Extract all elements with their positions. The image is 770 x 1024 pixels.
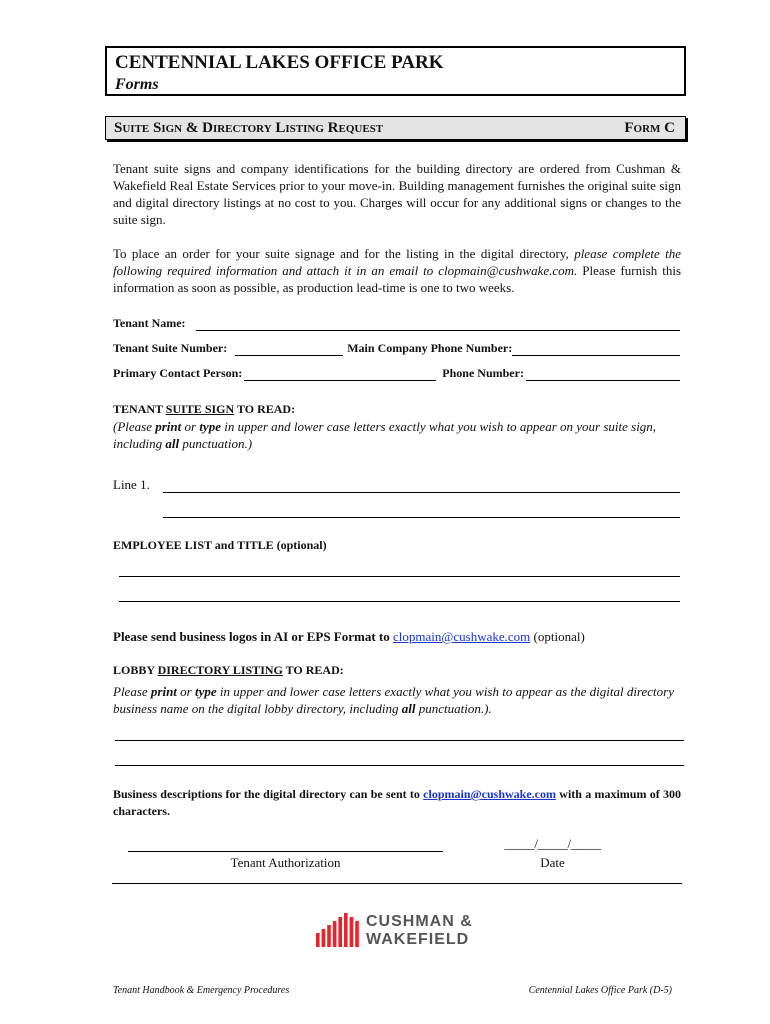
suite-sign-line-2[interactable] (163, 517, 680, 518)
footer-right: Centennial Lakes Office Park (D-5) (528, 985, 672, 996)
logos-request-text: Please send business logos in AI or EPS Format to (113, 629, 394, 644)
tenant-signature-line[interactable] (128, 851, 443, 852)
logos-request (113, 629, 585, 645)
form-title: Suite Sign & Directory Listing Request (114, 120, 384, 136)
lobby-note-part3: punctuation.). (415, 701, 492, 716)
page-subtitle: Forms (115, 76, 159, 93)
suite-sign-note-all: all (165, 436, 180, 451)
suite-sign-heading-post: TO READ: (234, 402, 296, 416)
logos-email-link[interactable]: clopmain@cushwake.com (393, 629, 531, 644)
lobby-note-all: all (401, 701, 416, 716)
suite-sign-note (113, 418, 681, 452)
logo-line-2: WAKEFIELD (366, 931, 470, 948)
logo-bar (344, 913, 348, 947)
lobby-line-2[interactable] (115, 765, 684, 766)
phone-number-field[interactable] (526, 368, 680, 381)
suite-sign-heading-underlined: SUITE SIGN (165, 402, 235, 416)
page-title: CENTENNIAL LAKES OFFICE PARK (115, 52, 444, 73)
logo-bar (355, 921, 359, 947)
section-divider (112, 883, 682, 884)
logo-bar (338, 917, 342, 947)
company-phone-field[interactable] (512, 343, 680, 356)
form-title-bar (105, 116, 686, 140)
suite-sign-note-part3: punctuation.) (179, 436, 253, 451)
suite-sign-heading-pre: TENANT (113, 402, 166, 416)
intro-p2-start: To place an order for your suite signage and for the listing in the digital directory, (113, 246, 575, 261)
suite-sign-heading (113, 402, 295, 417)
logo-bar (333, 921, 337, 947)
contact-person-field[interactable] (244, 368, 436, 381)
date-label: Date (540, 855, 565, 870)
lobby-note-part2: in upper and lower case letters exactly what you wish to appear as the digital directory business name on the digital lobby directory, including (113, 684, 674, 716)
logo-bar (350, 917, 354, 947)
business-description-note (113, 786, 681, 820)
title-box (105, 46, 686, 96)
lobby-heading (113, 663, 344, 678)
lobby-note-type: type (194, 684, 217, 699)
form-label: Form C (624, 120, 675, 136)
intro-p2-end: Please furnish this information as soon as possible, as production lead-time is one to two weeks. (113, 263, 682, 295)
suite-sign-note-part1: (Please (113, 419, 156, 434)
suite-phone-row (113, 341, 680, 356)
lobby-note-print: print (150, 684, 177, 699)
cushman-wakefield-logo (314, 911, 484, 949)
logos-request-suffix: (optional) (530, 629, 585, 644)
tenant-name-field[interactable] (196, 318, 680, 331)
employee-list-heading: EMPLOYEE LIST and TITLE (optional) (113, 538, 327, 552)
lobby-heading-underlined: DIRECTORY LISTING (157, 663, 283, 677)
lobby-heading-post: TO READ: (282, 663, 344, 677)
lobby-line-1[interactable] (115, 740, 684, 741)
contact-person-label: Primary Contact Person: (113, 366, 243, 380)
suite-number-field[interactable] (235, 343, 343, 356)
suite-sign-note-print: print (155, 419, 182, 434)
employee-line-1[interactable] (119, 576, 680, 577)
business-desc-suffix: with a maximum of 300 characters. (113, 787, 681, 818)
phone-number-label: Phone Number: (442, 366, 524, 380)
suite-sign-note-or: or (181, 419, 200, 434)
line-1-label: Line 1. (113, 477, 150, 492)
lobby-note-or: or (176, 684, 195, 699)
date-field[interactable]: _____/_____/_____ (504, 836, 601, 851)
logo-bar (316, 933, 320, 947)
suite-sign-note-part2: in upper and lower case letters exactly what you wish to appear on your suite sign, including (113, 419, 657, 451)
tenant-name-label: Tenant Name: (113, 316, 186, 330)
lobby-note-part1: Please (113, 684, 151, 699)
intro-paragraph-2 (113, 245, 681, 296)
cw-logo-mark-icon (314, 911, 364, 949)
logo-line-1: CUSHMAN & (366, 913, 473, 930)
logo-bar (322, 929, 326, 947)
intro-paragraph-1: Tenant suite signs and company identifications for the building directory are ordered from Cushman & Wakefield Real Estate Services prior to your move-in. Building management furnishes the original suite sign and digital directory listings at no cost to you. Charges will occur for any additional signs or changes to the suite sign. (113, 161, 681, 227)
lobby-heading-pre: LOBBY (113, 663, 158, 677)
company-phone-label: Main Company Phone Number: (347, 341, 513, 355)
tenant-authorization-label: Tenant Authorization (230, 855, 341, 870)
tenant-name-row (113, 316, 680, 331)
logo-bar (327, 925, 331, 947)
contact-phone-row (113, 366, 680, 381)
lobby-note (113, 683, 681, 717)
suite-sign-line-1[interactable] (163, 492, 680, 493)
suite-number-label: Tenant Suite Number: (113, 341, 228, 355)
employee-line-2[interactable] (119, 601, 680, 602)
intro-p2-italic: please complete the following required information and attach it in an email to clopmain@cushwake.com. (113, 246, 682, 278)
suite-sign-note-type: type (199, 419, 221, 434)
business-desc-text: Business descriptions for the digital directory can be sent to (113, 787, 424, 801)
footer-left: Tenant Handbook & Emergency Procedures (113, 985, 290, 996)
business-desc-email-link[interactable]: clopmain@cushwake.com (423, 787, 557, 801)
